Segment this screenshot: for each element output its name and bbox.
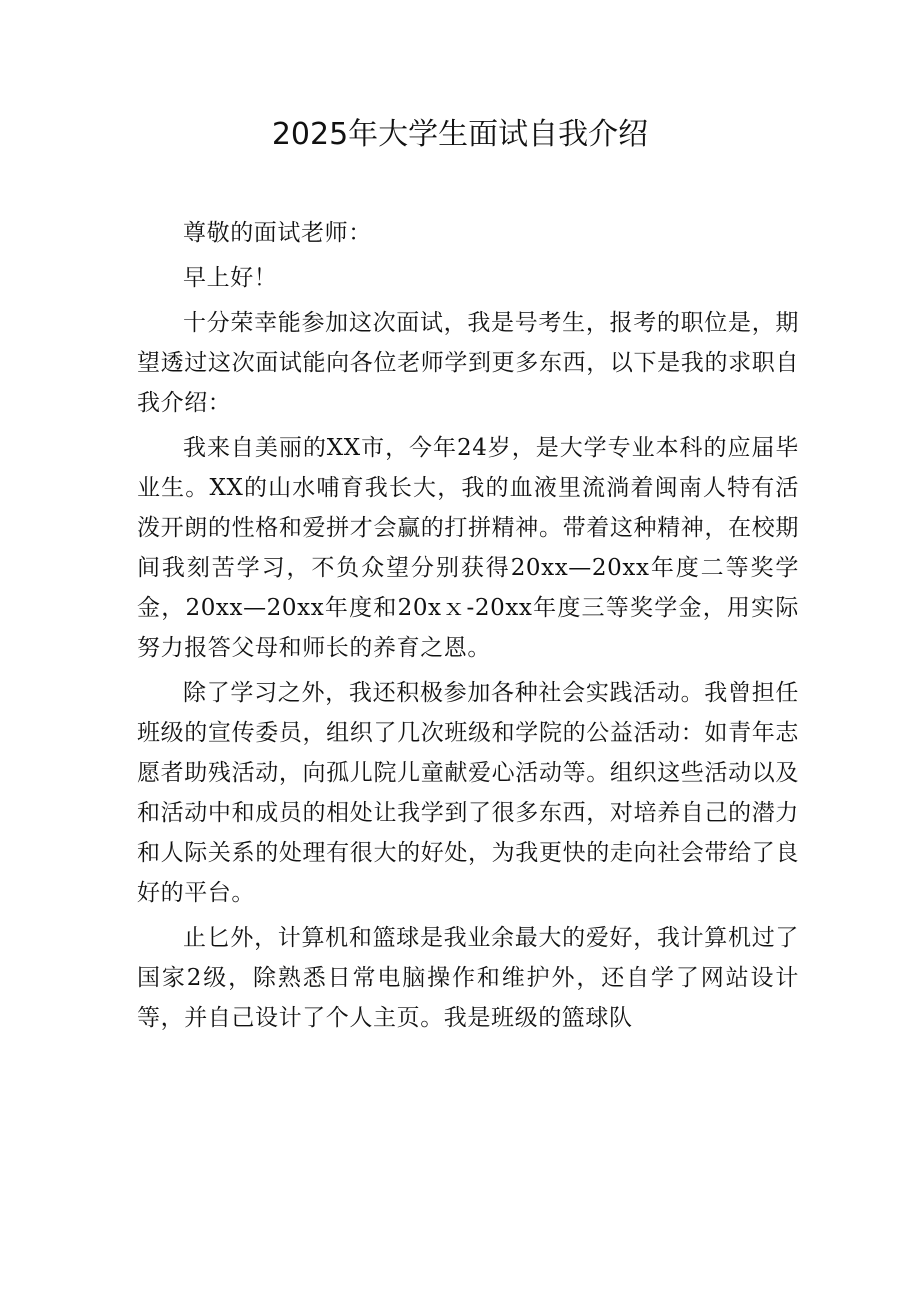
salutation-paragraph: 尊敬的面试老师： bbox=[183, 220, 372, 246]
document-body bbox=[137, 213, 799, 1043]
greeting-paragraph: 早上好！ bbox=[183, 265, 278, 291]
hobbies-paragraph: 止匕外，计算机和篮球是我业余最大的爱好，我计算机过了国家2级，除熟悉日常电脑操作和维护外，还自学了网站设计等，并自己设计了个人主页。我是班级的篮球队 bbox=[137, 925, 799, 1031]
activities-paragraph: 除了学习之外，我还积极参加各种社会实践活动。我曾担任班级的宣传委员，组织了几次班级和学院的公益活动：如青年志愿者助残活动，向孤儿院儿童献爱心活动等。组织这些活动以及和活动中和成员的相处让我学到了很多东西，对培养自己的潜力和人际关系的处理有很大的好处，为我更快的走向社会带给了良好的平台。 bbox=[137, 680, 799, 906]
intro-paragraph: 十分荣幸能参加这次面试，我是号考生，报考的职位是，期望透过这次面试能向各位老师学到更多东西，以下是我的求职自我介绍： bbox=[137, 310, 799, 416]
background-paragraph: 我来自美丽的XX市，今年24岁，是大学专业本科的应届毕业生。XX的山水哺育我长大，我的血液里流淌着闽南人特有活泼开朗的性格和爱拼才会赢的打拼精神。带着这种精神，在校期间我刻苦学习，不负众望分别获得20xx—20xx年度二等奖学金，20xx—20xx年度和20xｘ-20xx年度三等奖学金，用实际努力报答父母和师长的养育之恩。 bbox=[137, 435, 799, 661]
document-title: 2025年大学生面试自我介绍 bbox=[271, 117, 649, 152]
